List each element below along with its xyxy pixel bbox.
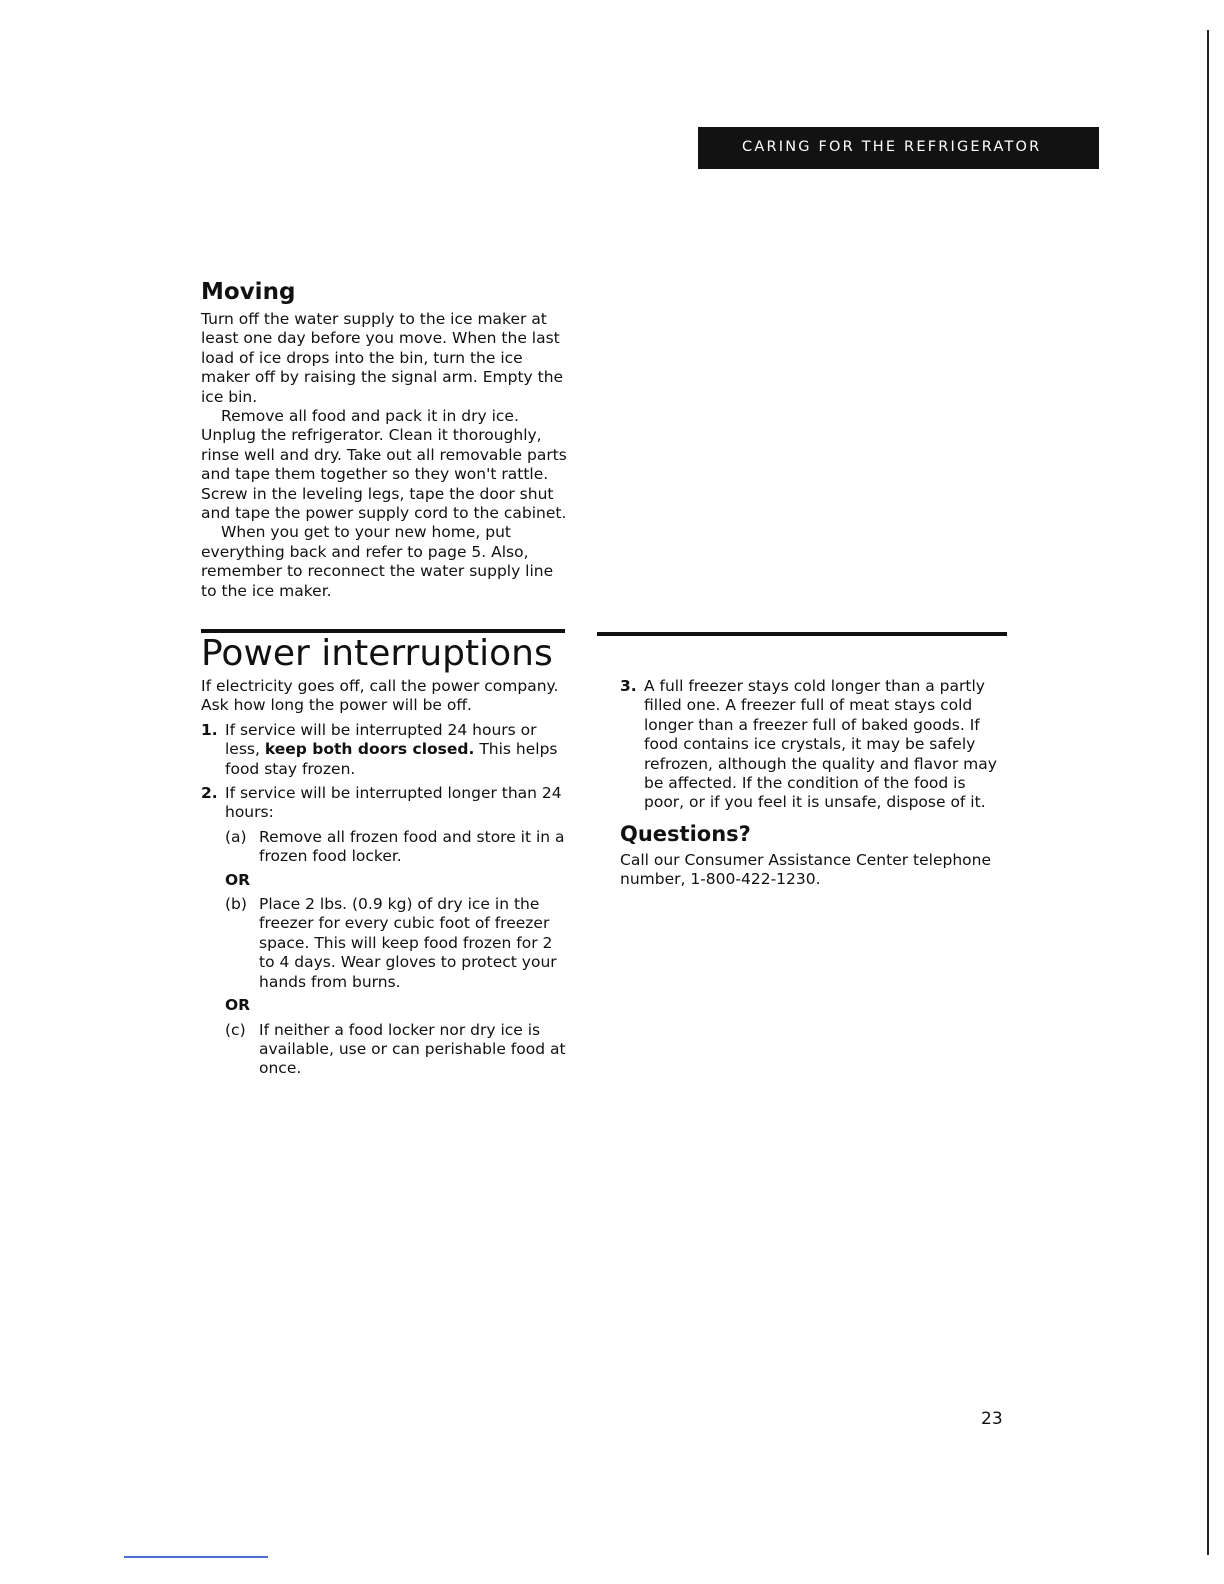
item-emphasis: keep both doors closed. [264, 740, 475, 759]
or-separator: OR [225, 996, 251, 1015]
power-interruptions-heading: Power interruptions [201, 633, 553, 674]
item-text: If service will be interrupted 24 hours or less, [225, 720, 537, 759]
list-number: 1. [201, 720, 218, 739]
sub-item-label: (c) [225, 1020, 246, 1039]
power-interruptions-body [201, 677, 567, 1079]
item-text: A full freezer stays cold longer than a partly filled one. A freezer full of meat stays cold longer than a freezer full of baked goods. If food contains ice crystals, it may be safely refrozen, although the quality and flavor may be affected. If the condition of the food is poor, or if you feel it is unsafe, dispose of it. [644, 677, 997, 812]
questions-heading: Questions? [620, 821, 751, 846]
list-number: 3. [620, 677, 637, 695]
section-header-bar [698, 127, 1099, 169]
item-text: If service will be interrupted longer than 24 hours: [225, 784, 562, 822]
list-number: 2. [201, 784, 218, 803]
item-text: This helps food stay frozen. [225, 740, 558, 778]
sub-item [225, 1021, 567, 1079]
sub-item-text: If neither a food locker nor dry ice is available, use or can perishable food at once. [259, 1020, 566, 1078]
moving-paragraph-3: When you get to your new home, put everything back and refer to page 5. Also, remember to reconnect the water supply line to the ice maker. [201, 523, 554, 600]
page-edge-rule [1207, 30, 1209, 1555]
page-number: 23 [981, 1409, 1003, 1429]
moving-section [201, 278, 567, 601]
sub-item [225, 895, 567, 992]
moving-heading: Moving [201, 279, 296, 305]
power-intro: If electricity goes off, call the power company. Ask how long the power will be off. [201, 677, 559, 715]
questions-text: Call our Consumer Assistance Center telephone number, 1-800-422-1230. [620, 850, 992, 889]
list-item [620, 677, 1005, 813]
moving-paragraph-1: Turn off the water supply to the ice maker at least one day before you move. When the last load of ice drops into the bin, turn the ice maker off by raising the signal arm. Empty the ice bin. [201, 310, 564, 406]
moving-paragraph-2: Remove all food and pack it in dry ice. Unplug the refrigerator. Clean it thoroughly, rinse well and dry. Take out all removable parts and tape them together so they won't rattle. Screw in the leveling legs, tape the door shut and tape the power supply cord to the cabinet. [201, 407, 567, 523]
or-separator: OR [225, 870, 251, 889]
sub-item-text: Remove all frozen food and store it in a frozen food locker. [259, 827, 565, 866]
right-column [620, 677, 1005, 890]
sub-item-label: (b) [225, 895, 247, 914]
section-divider-right [597, 632, 1007, 636]
section-title: CARING FOR THE REFRIGERATOR [742, 139, 1042, 155]
sub-item-text: Place 2 lbs. (0.9 kg) of dry ice in the freezer for every cubic foot of freezer space. This will keep food frozen for 2 to 4 days. Wear gloves to protect your hands from burns. [259, 895, 557, 991]
scan-edge-mark [124, 1556, 268, 1558]
sub-item-label: (a) [225, 827, 247, 846]
list-item [201, 721, 567, 779]
sub-item [225, 828, 567, 867]
list-item [201, 784, 567, 823]
